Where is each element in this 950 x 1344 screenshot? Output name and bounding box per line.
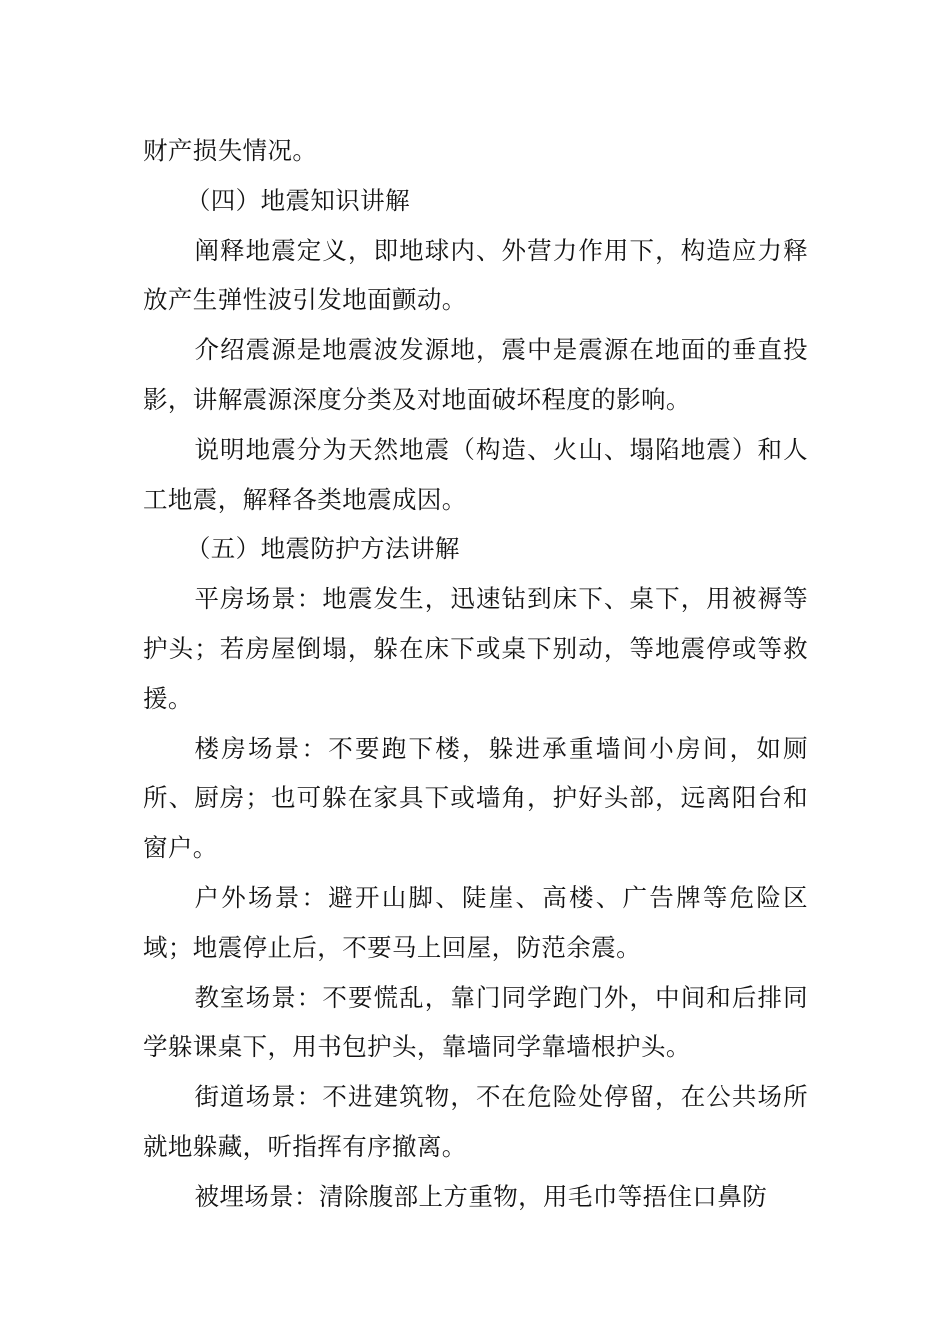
paragraph-buried-scene: 被埋场景：清除腹部上方重物，用毛巾等捂住口鼻防 xyxy=(194,1181,768,1211)
paragraph-focus-epicenter: 介绍震源是地震波发源地，震中是震源在地面的垂直投影，讲解震源深度分类及对地面破坏程度的影响。 xyxy=(143,335,808,414)
paragraph-building-scene: 楼房场景：不要跑下楼，躲进承重墙间小房间，如厕所、厨房；也可躲在家具下或墙角，护好头部，远离阳台和窗户。 xyxy=(143,733,808,863)
paragraph-classroom-scene: 教室场景：不要慌乱，靠门同学跑门外，中间和后排同学躲课桌下，用书包护头，靠墙同学靠墙根护头。 xyxy=(143,982,808,1062)
paragraph-earthquake-definition: 阐释地震定义，即地球内、外营力作用下，构造应力释放产生弹性波引发地面颤动。 xyxy=(143,235,808,315)
section-heading-4: （四）地震知识讲解 xyxy=(185,185,410,215)
document-body xyxy=(143,126,808,1222)
paragraph-street-scene: 街道场景：不进建筑物，不在危险处停留，在公共场所就地躲藏，听指挥有序撤离。 xyxy=(143,1082,808,1161)
paragraph-bungalow-scene: 平房场景：地震发生，迅速钻到床下、桌下，用被褥等护头；若房屋倒塌，躲在床下或桌下别动，等地震停或等救援。 xyxy=(143,584,808,713)
paragraph-continuation: 财产损失情况。 xyxy=(143,136,318,165)
paragraph-outdoor-scene: 户外场景：避开山脚、陡崖、高楼、广告牌等危险区域；地震停止后，不要马上回屋，防范余震。 xyxy=(143,882,808,962)
paragraph-earthquake-types: 说明地震分为天然地震（构造、火山、塌陷地震）和人工地震，解释各类地震成因。 xyxy=(143,434,808,514)
section-heading-5: （五）地震防护方法讲解 xyxy=(185,534,460,564)
